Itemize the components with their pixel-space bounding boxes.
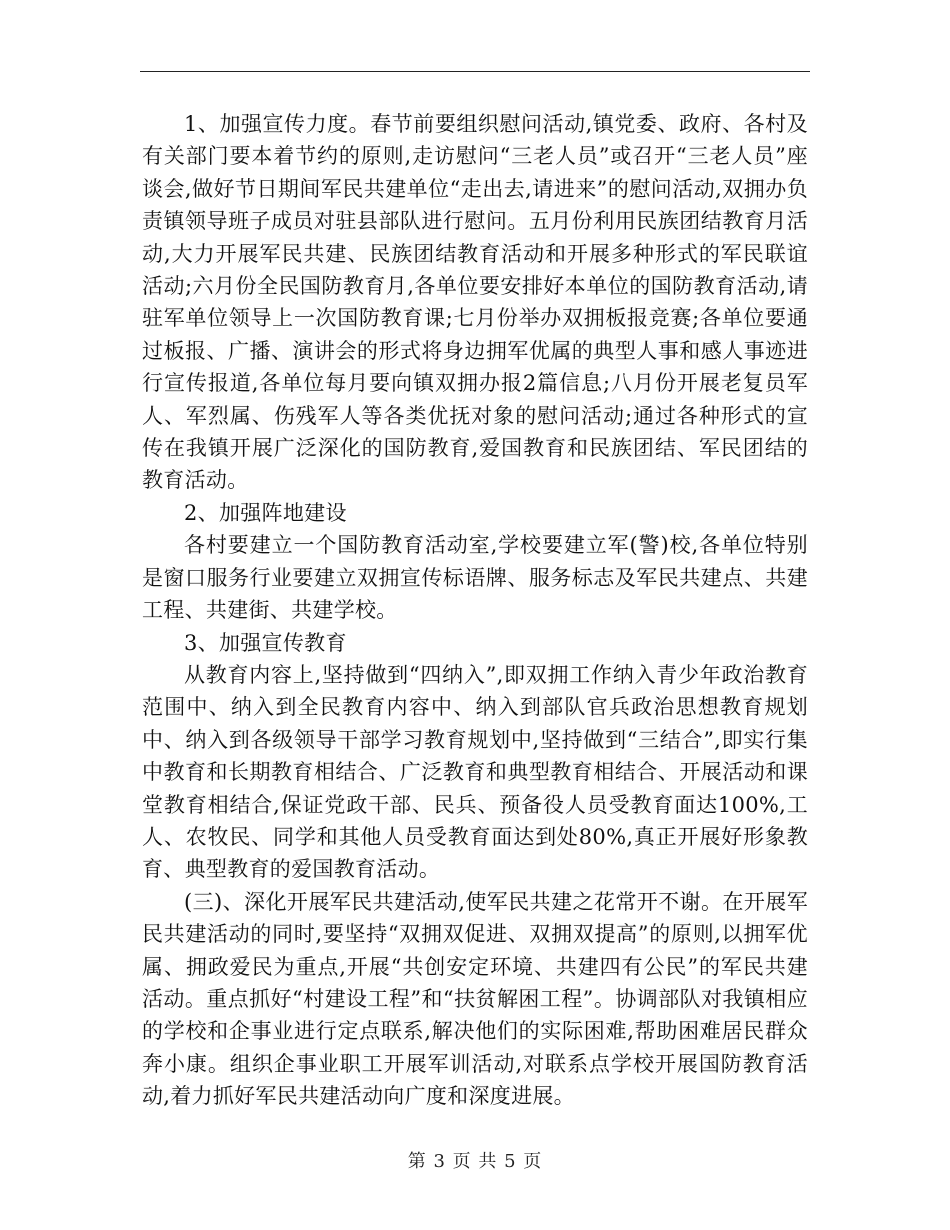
- document-body: [142, 108, 808, 1113]
- page-number: 第 3 页 共 5 页: [407, 1151, 543, 1172]
- heading-publicity-education: 3、加强宣传教育: [184, 630, 347, 655]
- header-rule: [140, 71, 810, 72]
- paragraph-position-building: 各村要建立一个国防教育活动室,学校要建立军(警)校,各单位特别是窗口服务行业要建立双拥宣传标语牌、服务标志及军民共建点、共建工程、共建街、共建学校。: [142, 533, 808, 623]
- heading-position-building: 2、加强阵地建设: [184, 500, 347, 525]
- paragraph-joint-building: (三)、深化开展军民共建活动,使军民共建之花常开不谢。在开展军民共建活动的同时,要坚持“双拥双促进、双拥双提高”的原则,以拥军优属、拥政爱民为重点,开展“共创安定环境、共建四有公民”的军民共建活动。重点抓好“村建设工程”和“扶贫解困工程”。协调部队对我镇相应的学校和企事业进行定点联系,解决他们的实际困难,帮助困难居民群众奔小康。组织企事业职工开展军训活动,对联系点学校开展国防教育活动,着力抓好军民共建活动向广度和深度进展。: [142, 889, 808, 1109]
- paragraph-publicity: 1、加强宣传力度。春节前要组织慰问活动,镇党委、政府、各村及有关部门要本着节约的原则,走访慰问“三老人员”或召开“三老人员”座谈会,做好节日期间军民共建单位“走出去,请进来”的慰问活动,双拥办负责镇领导班子成员对驻县部队进行慰问。五月份利用民族团结教育月活动,大力开展军民共建、民族团结教育活动和开展多种形式的军民联谊活动;六月份全民国防教育月,各单位要安排好本单位的国防教育活动,请驻军单位领导上一次国防教育课;七月份举办双拥板报竞赛;各单位要通过板报、广播、演讲会的形式将身边拥军优属的典型人事和感人事迹进行宣传报道,各单位每月要向镇双拥办报2篇信息;八月份开展老复员军人、军烈属、伤残军人等各类优抚对象的慰问活动;通过各种形式的宣传在我镇开展广泛深化的国防教育,爱国教育和民族团结、军民团结的教育活动。: [142, 112, 808, 493]
- paragraph-publicity-education: 从教育内容上,坚持做到“四纳入”,即双拥工作纳入青少年政治教育范围中、纳入到全民教育内容中、纳入到部队官兵政治思想教育规划中、纳入到各级领导干部学习教育规划中,坚持做到“三结合”,即实行集中教育和长期教育相结合、广泛教育和典型教育相结合、开展活动和课堂教育相结合,保证党政干部、民兵、预备役人员受教育面达100%,工人、农牧民、同学和其他人员受教育面达到处80%,真正开展好形象教育、典型教育的爱国教育活动。: [142, 662, 808, 882]
